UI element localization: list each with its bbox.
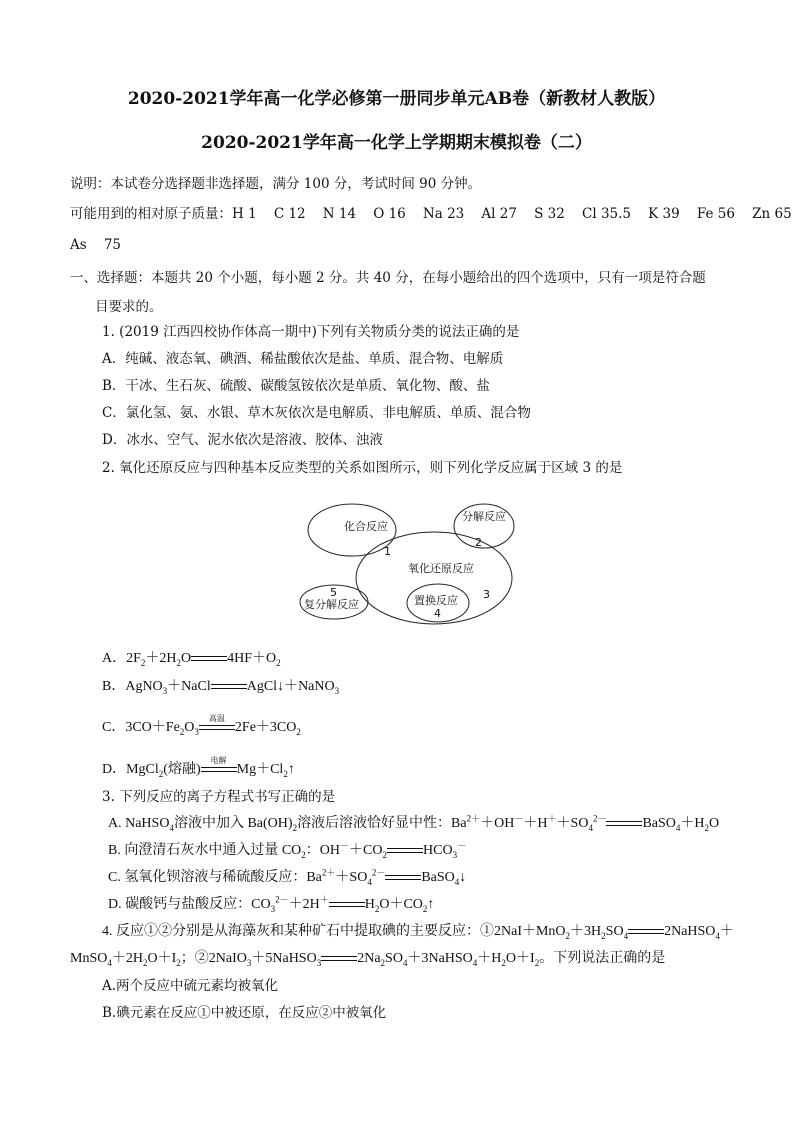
equals-sign (191, 656, 227, 661)
condition-high-temp: 高温 (208, 714, 225, 723)
q2-option-a: A．$2F_2+2H_2O$ $4HF+O_2$ (102, 651, 281, 668)
equals-sign (387, 848, 423, 853)
label-region-4: 4 (434, 607, 441, 620)
q3-option-b: B. 向澄清石灰水中通入过量 $CO_2$：$OH^-+CO_2$ $HCO_3^-$ (108, 840, 467, 860)
label-double-displacement: 复分解反应 (304, 598, 359, 611)
label-region-3: 3 (483, 588, 490, 601)
q1-option-c: C．氯化氢、氨、水银、草木灰依次是电解质、非电解质、单质、混合物 (102, 405, 531, 421)
q3-option-d: D. 碳酸钙与盐酸反应：$CO_3^{2-}+2H^+$ $H_2O+CO_2↑$ (108, 894, 435, 914)
section-heading: 一、选择题：本题共 20 个小题，每小题 2 分。共 40 分，在每小题给出的四个选项中，只有一项是符合题 (70, 270, 706, 286)
instructions-note: 说明：本试卷分选择题非选择题，满分 100 分，考试时间 90 分钟。 (70, 176, 482, 192)
condition-electrolysis: 电解 (210, 756, 227, 765)
redox-venn-diagram (296, 498, 516, 626)
q1-option-b: B．干冰、生石灰、硫酸、碳酸氢铵依次是单质、氧化物、酸、盐 (102, 378, 490, 394)
exam-title: 2020-2021学年高一化学上学期期末模拟卷（二） (201, 133, 592, 153)
equals-sign (385, 875, 421, 880)
label-redox: 氧化还原反应 (408, 562, 474, 575)
q4-stem-line1: 4. 反应①②分别是从海藻灰和某种矿石中提取碘的主要反应：$①2NaI+MnO_2+3H_2SO_4$ 2NaHSO$_4$＋ (102, 924, 734, 941)
q3-option-c: C. 氢氧化钡溶液与稀硫酸反应：$Ba^{2+}+SO_4^{2-}$ BaSO$_4$↓ (108, 867, 467, 887)
q4-option-b: B.碘元素在反应①中被还原，在反应②中被氧化 (102, 1005, 387, 1021)
q2-stem: 2. 氧化还原反应与四种基本反应类型的关系如图所示，则下列化学反应属于区域 3 的是 (102, 460, 623, 476)
label-region-1: 1 (384, 545, 391, 558)
q1-option-d: D．冰水、空气、泥水依次是溶液、胶体、浊液 (102, 432, 383, 448)
section-heading-cont: 目要求的。 (95, 299, 163, 315)
q4-stem-line2: $MnSO_4+2H_2O+I_2$；②2NaIO$_3$＋5NaHSO$_3$ $2Na_2SO_4+3NaHSO_4+H_2O+I_2$。下列说法正确的是 (70, 951, 666, 968)
q3-stem: 3. 下列反应的离子方程式书写正确的是 (102, 789, 336, 805)
atomic-masses-line2: As 75 (70, 237, 122, 253)
equals-sign (321, 956, 357, 961)
equals-sign (329, 902, 365, 907)
q2-option-b: B．AgNO$_3$＋NaCl AgCl↓＋NaNO$_3$ (102, 679, 340, 696)
q2-option-c: C．$3CO+Fe_2O_3$ 高温 $2Fe+3CO_2$ (102, 719, 301, 737)
label-displacement: 置换反应 (414, 594, 458, 607)
q1-option-a: A．纯碱、液态氧、碘酒、稀盐酸依次是盐、单质、混合物、电解质 (102, 351, 504, 367)
q2-option-d: D．MgCl$_2$(熔融) 电解 $Mg+Cl_2↑$ (102, 761, 295, 779)
label-decomposition: 分解反应 (462, 510, 506, 523)
atomic-masses-line1: 可能用到的相对原子质量：H 1 C 12 N 14 O 16 Na 23 Al 27 S 32 Cl 35.5 K 39 Fe 56 Zn 65 (70, 206, 792, 222)
exam-series-title: 2020-2021学年高一化学必修第一册同步单元AB卷（新教材人教版） (127, 89, 666, 109)
label-region-2: 2 (475, 536, 482, 549)
q3-option-a: A. NaHSO$_4$溶液中加入 $Ba(OH)_2$溶液后溶液恰好显中性：$Ba^{2+}+OH^-+H^++SO_4^{2-}$ $BaSO_4+H_2O$ (108, 813, 720, 833)
equals-sign (211, 684, 247, 689)
equals-sign (628, 929, 664, 934)
label-combination: 化合反应 (344, 520, 388, 533)
label-region-5: 5 (330, 586, 337, 599)
q1-stem: 1. (2019 江西四校协作体高一期中)下列有关物质分类的说法正确的是 (102, 324, 520, 340)
equals-sign (606, 821, 642, 826)
q4-option-a: A.两个反应中硫元素均被氧化 (102, 978, 279, 994)
